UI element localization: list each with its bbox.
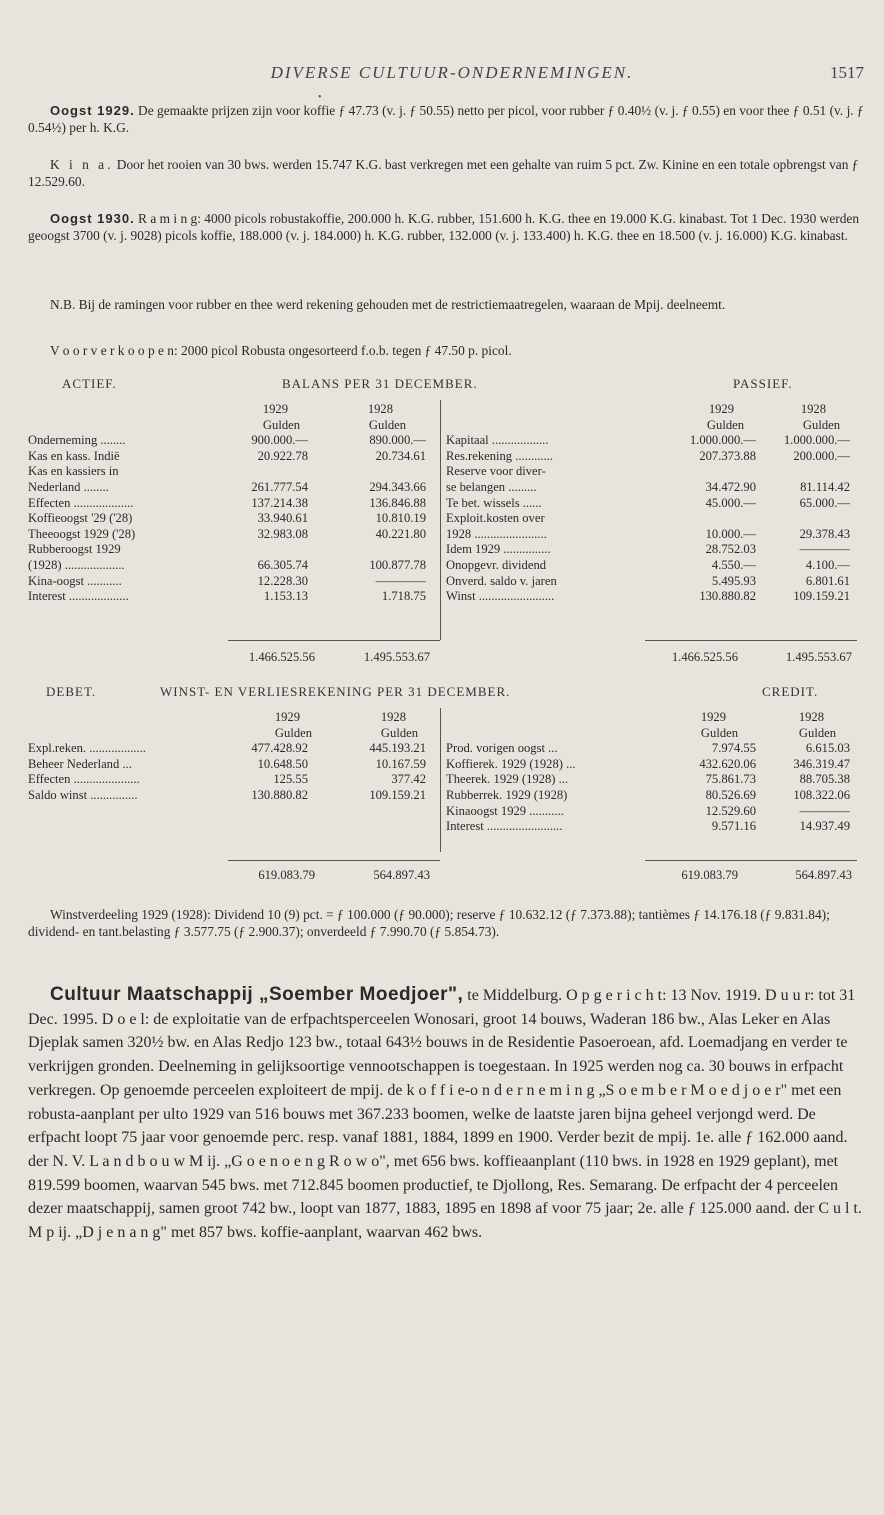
row-label: Reserve voor diver- <box>446 464 546 479</box>
running-title: DIVERSE CULTUUR-ONDERNEMINGEN. <box>270 63 634 82</box>
row-value-1928: ———— <box>799 542 850 557</box>
row-value-1928: 40.221.80 <box>375 526 426 541</box>
column-divider <box>440 400 441 640</box>
wv-right-total-1928: 564.897.43 <box>795 868 852 882</box>
col-unit: Gulden <box>274 725 312 740</box>
col-year: 1928 <box>798 710 824 724</box>
row-value-1929: 20.922.78 <box>257 448 308 463</box>
row-value-1929: 5.495.93 <box>711 573 756 588</box>
row-value-1928: 294.343.66 <box>369 479 426 494</box>
row-label: Effecten ................... <box>28 495 134 510</box>
row-value-1928: 6.801.61 <box>805 573 850 588</box>
row-value-1929: 66.305.74 <box>257 557 308 572</box>
row-value-1928: ———— <box>799 803 850 818</box>
wv-credit-row <box>446 772 856 788</box>
row-label: Kas en kassiers in <box>28 464 119 479</box>
row-value-1928: 890.000.— <box>369 433 426 448</box>
col-unit: Gulden <box>700 725 738 740</box>
wv-credit-row <box>446 741 856 757</box>
balans-passief-row <box>446 574 856 590</box>
row-label: se belangen ......... <box>446 479 537 494</box>
col-unit: Gulden <box>798 725 836 740</box>
paragraph-winstverdeeling <box>28 906 864 940</box>
total-rule <box>228 640 440 641</box>
row-value-1929: 137.214.38 <box>251 495 308 510</box>
balans-title: BALANS PER 31 DECEMBER. <box>282 376 478 391</box>
balans-actief-row <box>28 464 438 480</box>
row-value-1928: 109.159.21 <box>793 589 850 604</box>
row-label: Onverd. saldo v. jaren <box>446 573 557 588</box>
total-rule <box>228 860 440 861</box>
row-label: Onopgevr. dividend <box>446 557 547 572</box>
wv-debet-row <box>28 757 438 773</box>
wv-right-head: CREDIT. <box>762 684 819 699</box>
balans-passief-row <box>446 449 856 465</box>
row-value-1928: ———— <box>375 573 426 588</box>
row-value-1929: 125.55 <box>273 772 308 787</box>
row-value-1929: 130.880.82 <box>699 589 756 604</box>
row-label: 1928 ....................... <box>446 526 547 541</box>
row-label: Kapitaal .................. <box>446 433 549 448</box>
total-rule <box>645 860 857 861</box>
total-rule <box>645 640 857 641</box>
col-year: 1929 <box>274 710 300 724</box>
balans-passief-row <box>446 527 856 543</box>
row-value-1928: 136.846.88 <box>369 495 426 510</box>
row-value-1929: 130.880.82 <box>251 787 308 802</box>
row-value-1928: 200.000.— <box>793 448 850 463</box>
paragraph-text: 4000 picols robustakoffie, 200.000 h. K.G. rubber, 151.600 h. K.G. thee en 19.000 K.G. kinabast. Tot 1 Dec. 1930 werden geoogst 3700 (v. j. 9028) picols koffie, 188.000 (v. j. 184.000) h. K.G. rubber, 132.000 (v. j. 133.400) h. K.G. thee en 18.500 (v. j. 16.000) K.G. kinabast. <box>28 211 860 243</box>
balans-passief-row <box>446 464 856 480</box>
wv-right-total-1929: 619.083.79 <box>681 868 738 882</box>
row-value-1929: 45.000.— <box>705 495 756 510</box>
row-label: Koffieoogst '29 ('28) <box>28 511 133 526</box>
balans-actief-row <box>28 589 438 605</box>
col-year: 1929 <box>262 402 288 416</box>
balans-passief-row <box>446 511 856 527</box>
row-value-1929: 432.620.06 <box>699 756 756 771</box>
wv-debet-table <box>28 710 438 804</box>
row-label: Effecten ..................... <box>28 772 140 787</box>
paragraph-kina <box>28 156 864 190</box>
balans-actief-row <box>28 449 438 465</box>
row-label: Kina-oogst ........... <box>28 573 122 588</box>
row-value-1928: 1.000.000.— <box>783 433 850 448</box>
wv-debet-row <box>28 741 438 757</box>
balans-passief-row <box>446 542 856 558</box>
row-value-1929: 28.752.03 <box>705 542 756 557</box>
wv-credit-row <box>446 819 856 835</box>
paragraph-text: Winstverdeeling 1929 (1928): Dividend 10 (9) pct. = ƒ 100.000 (ƒ 90.000); reserve ƒ 10.632.12 (ƒ 7.373.88); tantièmes ƒ 14.176.18 (ƒ 9.831.84); dividend- en tant.belasting ƒ 3.577.75 (ƒ 2.900.37); onverdeeld ƒ 7.990.70 (ƒ 5.854.73). <box>28 907 830 939</box>
row-label: Interest ................... <box>28 589 129 604</box>
row-value-1929: 12.228.30 <box>257 573 308 588</box>
row-value-1929: 9.571.16 <box>711 819 756 834</box>
row-value-1928: 445.193.21 <box>369 741 426 756</box>
row-value-1928: 108.322.06 <box>793 787 850 802</box>
paragraph-lead: Oogst 1929. <box>50 103 135 118</box>
row-label: Winst ........................ <box>446 589 555 604</box>
paragraph-text: te Middelburg. O p g e r i c h t: 13 Nov. 1919. D u u r: tot 31 Dec. 1995. D o e l: de exploitatie van de erfpachtsperceelen Wonosari, groot 14 bouws, Waderan 186 bw., Alas Leker en Alas Djeplak samen 320½ bw. en Alas Redjo 123 bw., totaal 643½ bouws in de Residentie Pasoeroean, afd. Loemadjang en verder te verkrijgen gronden. Deelneming in gelijksoortige vennootschappen is toegestaan. In 1925 werden nog ca. 30 bouws in erfpacht verkregen. Op genoemde perceelen exploiteert de mpij. de k o f f i e-o n d e r n e m i n g „S o e m b e r M o e d j o e r" met een robusta-aanplant per ulto 1929 van 516 bouws met 367.233 boomen, welke de laatste jaren bijna geheel verjongd werd. De erfpacht loopt 75 jaar voor genoemde perc. resp. vanaf 1881, 1884, 1899 en 1900. Verder bezit de mpij. 1e. alle ƒ 162.000 aand. der N. V. L a n d b o u w M ij. „G o e n o e n g R o w o", met 656 bws. koffieaanplant (110 bws. in 1928 en 1929 geplant), met 819.599 boomen, waarvan 545 bws. met 712.845 boomen productief, te Djollong, Res. Semarang. De erfpacht der 4 perceelen dezer maatschappij, samen groot 742 bw., loopt van 1877, 1883, 1895 en 1898 af voor 75 jaar; 2e. alle ƒ 125.000 aand. der C u l t. M p ij. „D j e n a n g" met 857 bws. koffie-aanplant, waarvan 462 bws. <box>28 987 862 1242</box>
row-value-1928: 109.159.21 <box>369 787 426 802</box>
row-value-1928: 6.615.03 <box>805 741 850 756</box>
row-value-1928: 1.718.75 <box>381 589 426 604</box>
wv-credit-row <box>446 804 856 820</box>
row-value-1928: 377.42 <box>391 772 426 787</box>
row-label: Te bet. wissels ...... <box>446 495 542 510</box>
row-label: Prod. vorigen oogst ... <box>446 741 558 756</box>
row-value-1929: 7.974.55 <box>711 741 756 756</box>
row-value-1928: 100.877.78 <box>369 557 426 572</box>
paragraph-spaced: R a m i n g: <box>134 211 201 226</box>
col-unit: Gulden <box>706 417 744 432</box>
row-value-1929: 80.526.69 <box>705 787 756 802</box>
balans-actief-row <box>28 496 438 512</box>
row-value-1928: 81.114.42 <box>800 479 850 494</box>
balans-actief-row <box>28 480 438 496</box>
paragraph-nb <box>28 296 864 313</box>
col-year: 1929 <box>708 402 734 416</box>
row-value-1928: 4.100.— <box>805 557 850 572</box>
balans-passief-row <box>446 480 856 496</box>
paragraph-text: 2000 picol Robusta ongesorteerd f.o.b. tegen ƒ 47.50 p. picol. <box>177 343 512 358</box>
balans-actief-row <box>28 574 438 590</box>
col-year: 1928 <box>367 402 393 416</box>
row-label: Expl.reken. .................. <box>28 741 146 756</box>
col-year: 1928 <box>380 710 406 724</box>
row-label: (1928) ................... <box>28 557 125 572</box>
col-year: 1928 <box>800 402 826 416</box>
balans-passief-row <box>446 496 856 512</box>
row-label: Idem 1929 ............... <box>446 542 551 557</box>
wv-debet-row <box>28 788 438 804</box>
wv-title: WINST- EN VERLIESREKENING PER 31 DECEMBER. <box>160 684 511 699</box>
paragraph-text: Door het rooien van 30 bws. werden 15.747 K.G. bast verkregen met een gehalte van ruim 5 pct. Zw. Kinine en een totale opbrengst van ƒ 12.529.60. <box>28 157 859 189</box>
column-divider <box>440 708 441 852</box>
row-value-1929: 75.861.73 <box>705 772 756 787</box>
wv-left-head: DEBET. <box>46 684 97 699</box>
row-label: Res.rekening ............ <box>446 448 554 463</box>
row-value-1928: 88.705.38 <box>799 772 850 787</box>
row-label: Theeoogst 1929 ('28) <box>28 526 136 541</box>
header-dot: • <box>318 92 322 103</box>
row-value-1929: 477.428.92 <box>251 741 308 756</box>
row-value-1929: 32.983.08 <box>257 526 308 541</box>
paragraph-text: De gemaakte prijzen zijn voor koffie ƒ 47.73 (v. j. ƒ 50.55) netto per picol, voor rubber ƒ 0.40½ (v. j. ƒ 0.55) en voor thee ƒ 0.51 (v. j. ƒ 0.54½) per h. K.G. <box>28 103 864 135</box>
row-label: Interest ........................ <box>446 819 563 834</box>
row-value-1929: 10.000.— <box>705 526 756 541</box>
balans-right-total-1928: 1.495.553.67 <box>785 650 852 664</box>
running-header <box>40 63 864 87</box>
row-value-1929: 34.472.90 <box>705 479 756 494</box>
row-label: Kinaoogst 1929 ........... <box>446 803 564 818</box>
page-number: 1517 <box>830 63 864 82</box>
row-value-1929: 12.529.60 <box>705 803 756 818</box>
balans-right-head: PASSIEF. <box>733 376 793 391</box>
balans-left-head: ACTIEF. <box>62 376 117 391</box>
wv-debet-row <box>28 772 438 788</box>
col-unit: Gulden <box>262 417 300 432</box>
row-label: Kas en kass. Indië <box>28 448 120 463</box>
row-value-1929: 207.373.88 <box>699 448 756 463</box>
row-value-1929: 1.000.000.— <box>689 433 756 448</box>
wv-credit-row <box>446 788 856 804</box>
row-value-1928: 346.319.47 <box>793 756 850 771</box>
balans-passief-row <box>446 589 856 605</box>
balans-left-total-1928: 1.495.553.67 <box>363 650 430 664</box>
row-label: Nederland ........ <box>28 479 109 494</box>
balans-left-total-1929: 1.466.525.56 <box>248 650 315 664</box>
col-unit: Gulden <box>368 417 406 432</box>
wv-credit-table <box>446 710 856 835</box>
balans-actief-row <box>28 433 438 449</box>
row-value-1928: 20.734.61 <box>375 448 426 463</box>
row-value-1929: 261.777.54 <box>251 479 308 494</box>
row-value-1928: 65.000.— <box>799 495 850 510</box>
balans-passief-row <box>446 433 856 449</box>
row-label: Koffierek. 1929 (1928) ... <box>446 756 576 771</box>
paragraph-oogst-1929 <box>28 102 864 136</box>
balans-passief-table <box>446 402 856 605</box>
balans-actief-row <box>28 527 438 543</box>
row-value-1929: 4.550.— <box>711 557 756 572</box>
col-year: 1929 <box>700 710 726 724</box>
row-value-1928: 14.937.49 <box>799 819 850 834</box>
row-label: Onderneming ........ <box>28 433 126 448</box>
wv-left-total-1929: 619.083.79 <box>258 868 315 882</box>
balans-actief-table <box>28 402 438 605</box>
paragraph-lead: Oogst 1930. <box>50 211 135 226</box>
row-value-1928: 10.167.59 <box>375 756 426 771</box>
balans-passief-row <box>446 558 856 574</box>
wv-credit-row <box>446 757 856 773</box>
paragraph-voorverkoopen <box>28 342 864 359</box>
row-value-1929: 33.940.61 <box>257 511 308 526</box>
balans-actief-row <box>28 511 438 527</box>
company-name: Cultuur Maatschappij „Soember Moedjoer", <box>50 984 464 1005</box>
balans-right-total-1929: 1.466.525.56 <box>671 650 738 664</box>
row-value-1928: 29.378.43 <box>799 526 850 541</box>
wv-left-total-1928: 564.897.43 <box>373 868 430 882</box>
col-unit: Gulden <box>380 725 418 740</box>
balans-actief-row <box>28 542 438 558</box>
row-value-1928: 10.810.19 <box>375 511 426 526</box>
row-value-1929: 900.000.— <box>251 433 308 448</box>
row-label: Beheer Nederland ... <box>28 756 132 771</box>
paragraph-spaced: V o o r v e r k o o p e n: <box>50 343 178 358</box>
row-label: Exploit.kosten over <box>446 511 545 526</box>
paragraph-text: N.B. Bij de ramingen voor rubber en thee werd rekening gehouden met de restrictiemaatregelen, waaraan de Mpij. deelneemt. <box>50 297 726 312</box>
col-unit: Gulden <box>802 417 840 432</box>
row-value-1929: 1.153.13 <box>263 589 308 604</box>
row-label: Saldo winst ............... <box>28 787 138 802</box>
row-value-1929: 10.648.50 <box>257 756 308 771</box>
row-label: Rubberoogst 1929 <box>28 542 121 557</box>
paragraph-oogst-1930 <box>28 210 864 244</box>
paragraph-soember-moedjoer <box>28 983 864 1245</box>
balans-actief-row <box>28 558 438 574</box>
row-label: Rubberrek. 1929 (1928) <box>446 787 568 802</box>
paragraph-lead: K i n a. <box>50 157 114 172</box>
row-label: Theerek. 1929 (1928) ... <box>446 772 569 787</box>
